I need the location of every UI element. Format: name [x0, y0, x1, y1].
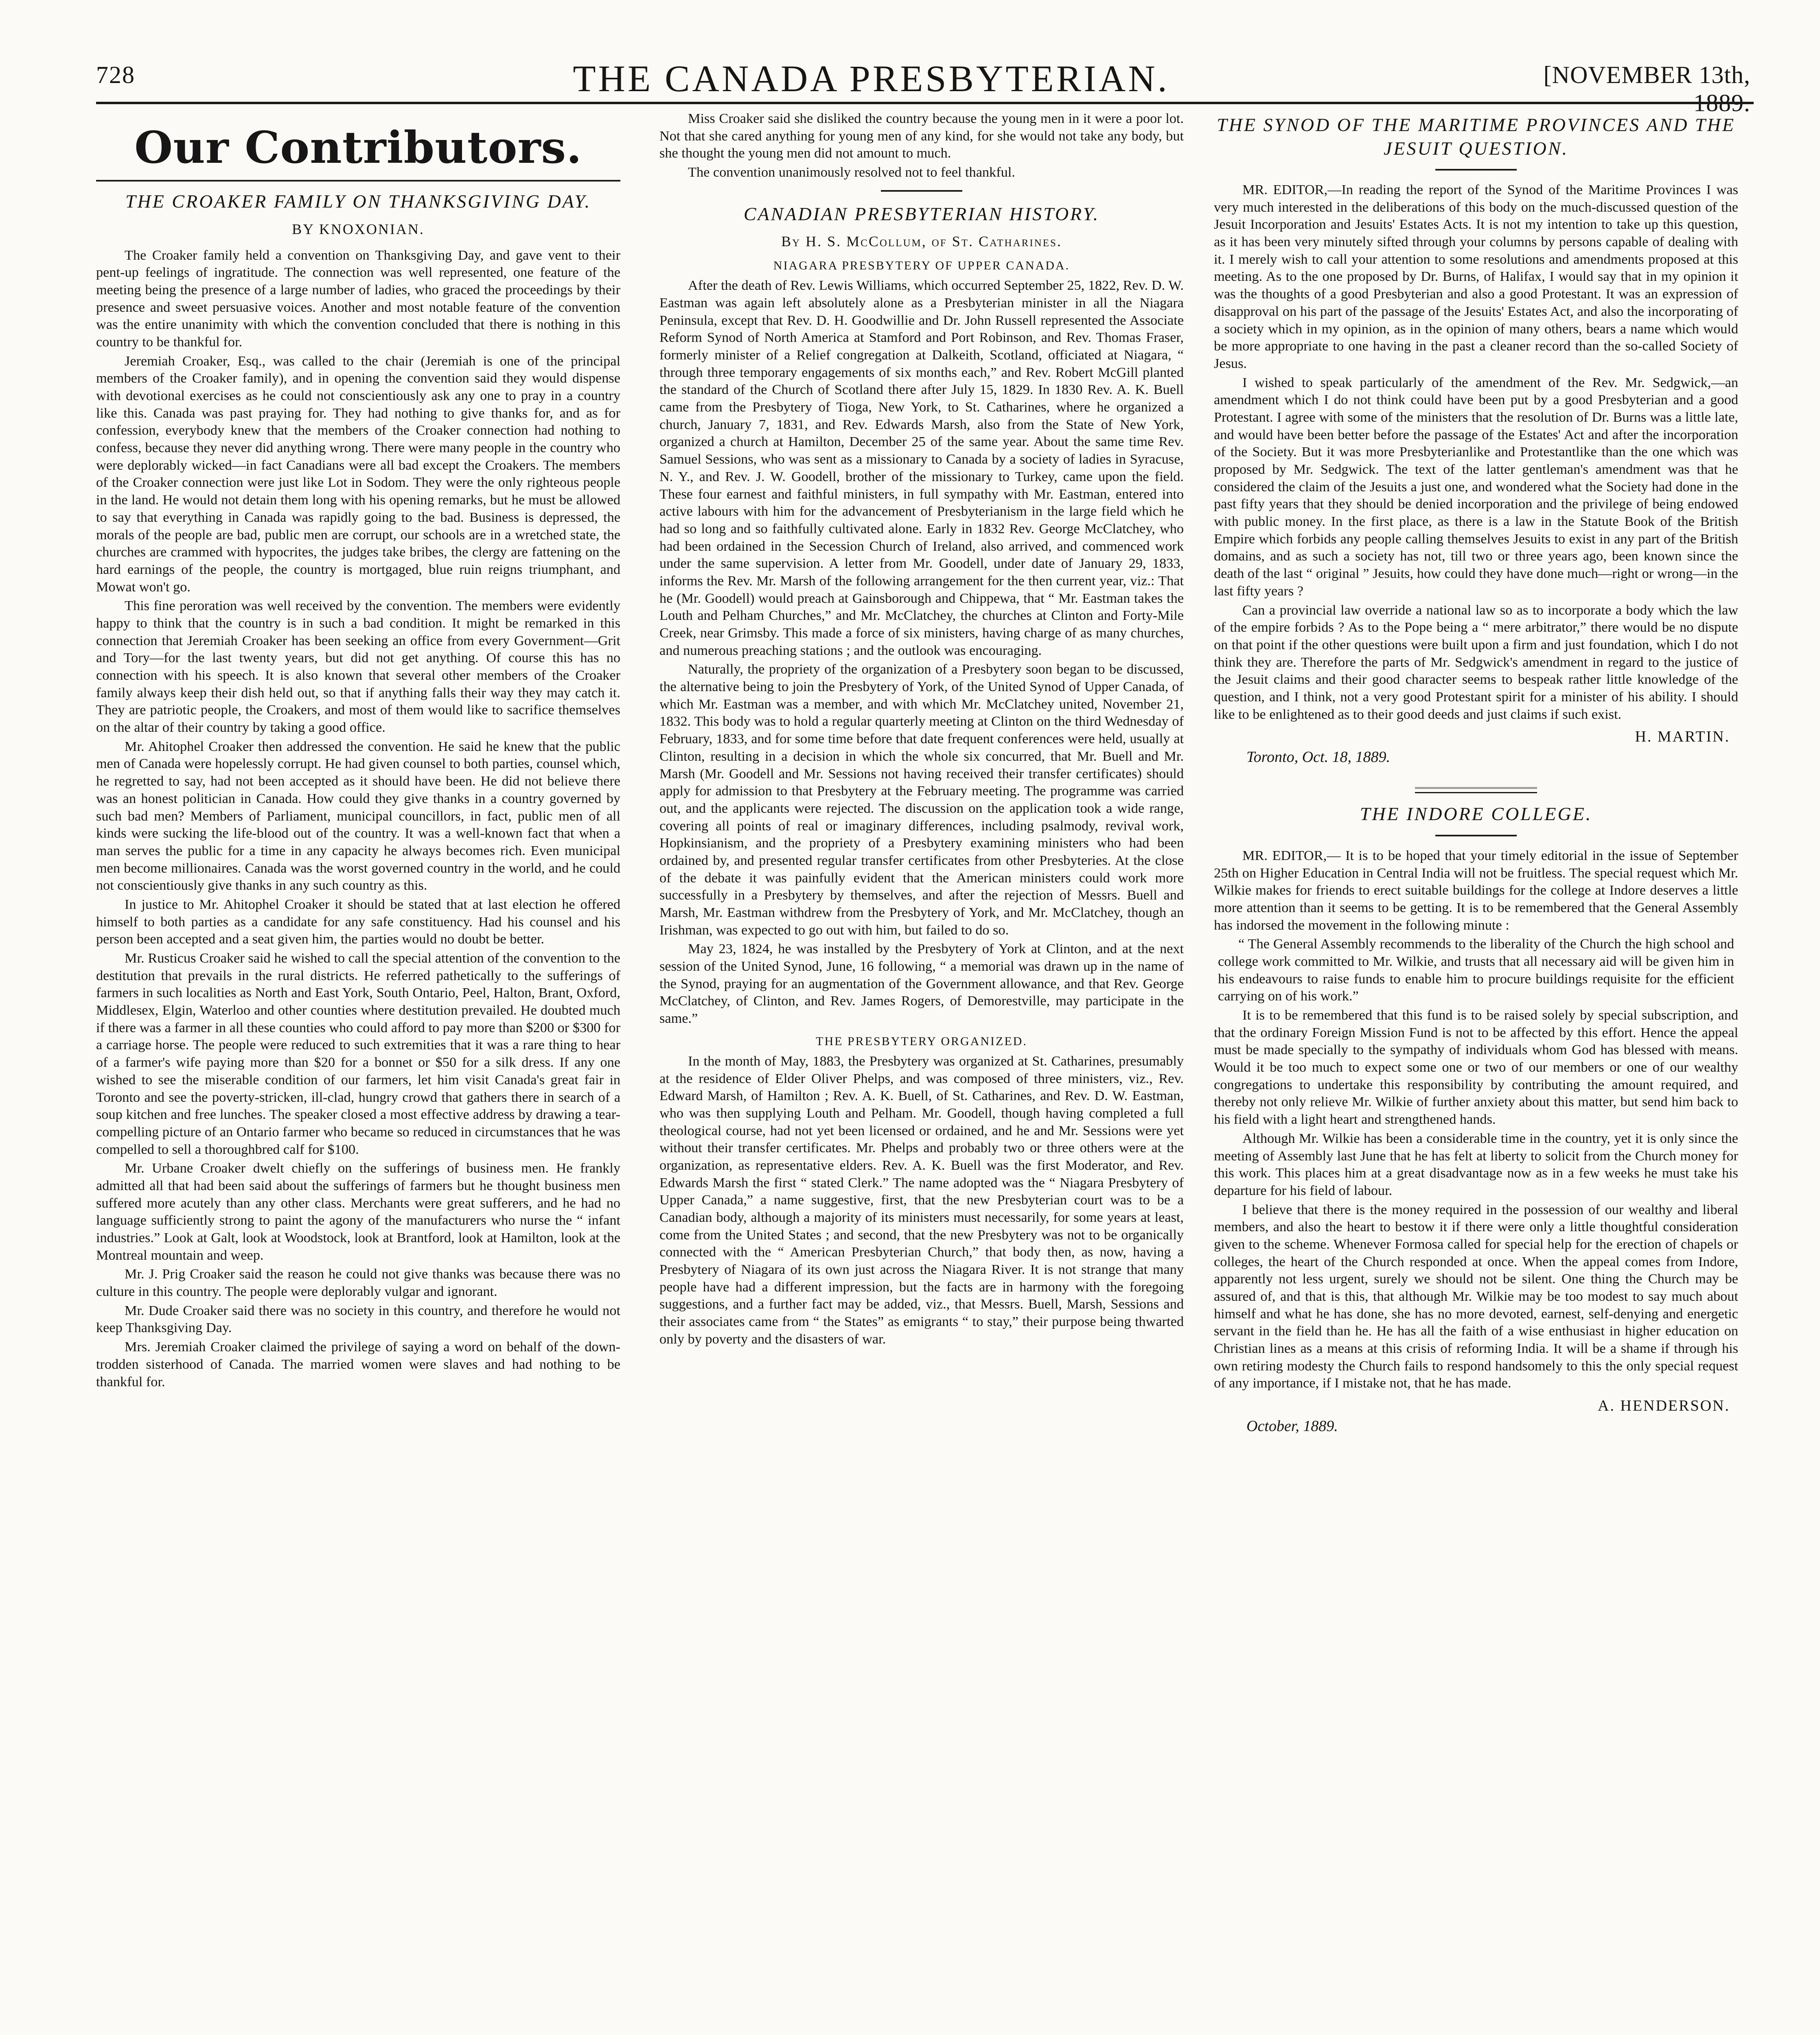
paragraph: Mr. Dude Croaker said there was no society in this country, and therefore he would not keep Thanksgiving Day. [96, 1302, 620, 1336]
article-byline-croaker: BY KNOXONIAN. [292, 221, 425, 237]
paragraph: Mr. J. Prig Croaker said the reason he could not give thanks was because there was no culture in this country. The people were deplorably vulgar and ignorant. [96, 1266, 620, 1300]
page-number: 728 [96, 61, 135, 88]
paragraph: Mr. Rusticus Croaker said he wished to call the special attention of the convention to the destitution that prevails in the rural districts. He referred pathetically to the sufferings of farmers in such localities as North and East York, South Ontario, Peel, Halton, Brant, Oxford, Middlesex, Elgin, Waterloo and other counties where destitution prevailed. He doubted much if there was a farmer in all these counties who could afford to pay more than $200 or $300 for a carriage horse. The people were reduced to such extremities that it was a rare thing to hear of a farmer's wife paying more than $20 for a bonnet or $50 for a silk dress. If any one wished to see the miserable condition of our farmers, let him visit Canada's great fair in Toronto and see the poverty-stricken, ill-clad, hungry crowd that gathers there in search of a soup kitchen and free lunches. The speaker closed a most effective address by drawing a tear-compelling picture of an Ontario farmer who became so reduced in circumstances that he was compelled to sell a thoroughbred calf for $100. [96, 950, 620, 1157]
article-title-synod: THE SYNOD OF THE MARITIME PROVINCES AND THE JESUIT QUESTION. [1217, 114, 1735, 159]
column-3 [1214, 110, 1738, 2035]
paragraph: Mr. Urbane Croaker dwelt chiefly on the sufferings of business men. He frankly admitted all that had been said about the sufferings of farmers but he thought business men suffered more acutely than any other class. Merchants were great sufferers, and he had no language sufficiently strong to paint the agony of the manufacturers who nurse the “ infant industries.” Look at Galt, look at Woodstock, look at Brantford, look at Hamilton, look at the Montreal mountain and weep. [96, 1160, 620, 1263]
paragraph: After the death of Rev. Lewis Williams, which occurred September 25, 1822, Rev. D. W. Eastman was again left absolutely alone as a Presbyterian minister in all the Niagara Peninsula, except that Rev. D. H. Goodwillie and Dr. John Russell represented the Associate Reform Synod of North America at Stamford and Port Robinson, and Rev. Thomas Fraser, formerly minister of a Relief congregation at Dalkeith, Scotland, officiated at Niagara, “ through three temporary engagements of six months each,” and Rev. Robert McGill planted the standard of the Church of Scotland there after July 15, 1829. In 1830 Rev. A. K. Buell came from the Presbytery of Tioga, New York, to St. Catharines, where he organized a church, January 7, 1831, and Rev. Edwards Marsh, also from the State of New York, organized a church at Hamilton, December 25 of the same year. About the same time Rev. Samuel Sessions, who was sent as a missionary to Canada by a society of ladies in Syracuse, N. Y., and Rev. J. W. Goodell, brother of the missionary to Turkey, came upon the field. These four earnest and faithful ministers, in full sympathy with Mr. Eastman, entered into active labours with him for the advancement of Presbyterianism in the large field which he had so long and so faithfully cultivated alone. Early in 1832 Rev. George McClatchey, who had been ordained in the Secession Church of Ireland, also arrived, and commenced work under the same supervision. A letter from Mr. Goodell, under date of January 29, 1833, informs the Rev. Mr. Marsh of the following arrangement for the then current year, viz.: That he (Mr. Goodell) would preach at Gainsborough and Chippewa, that “ Mr. Eastman takes the Louth and Pelham Churches,” and Mr. McClatchey, the churches at Clinton and Forty-Mile Creek, near Grimsby. This made a force of six ministers, having charge of as many churches, and numerous preaching stations ; and the outlook was encouraging. [659, 278, 1184, 658]
journal-title: THE CANADA PRESBYTERIAN. [573, 58, 1170, 99]
signature-martin: H. MARTIN. [1635, 728, 1730, 746]
paragraph: MR. EDITOR,—In reading the report of the Synod of the Maritime Provinces I was very much interested in the deliberations of this body on the much-discussed question of the Jesuit Incorporation and Jesuits' Estates Acts. It is not my intention to take up this question, as it has been very minutely sifted through your columns by persons capable of dealing with it. I merely wish to call your attention to some resolutions and amendments proposed at this meeting. As to the one proposed by Dr. Burns, of Halifax, I would say that in my opinion it was the thoughts of a good Presbyterian and also a good Protestant. It was an expression of disapproval on his part of the passage of the Jesuits' Estates Act, and also the incorporating of a society which in my opinion, as in the opinion of many others, bears a name which would be more appropriate to one having in the past a cleaner record than the so-called Society of Jesus. [1214, 182, 1738, 371]
article-divider-double [1415, 787, 1537, 793]
paragraph: Can a provincial law override a national law so as to incorporate a body which the law of the empire forbids ? As to the Pope being a “ mere arbitrator,” there would be no dispute on that point if the other questions were built upon a firm and just foundation, which I do not think they are. Therefore the parts of Mr. Sedgwick's amendment in regard to the justice of the Jesuit claims and their good character seems to bespeak rather little knowledge of the question, and I think, not a very good Protestant spirit for a minister of his ability. I should like to be enlightened as to their good deeds and just claims if such exist. [1214, 602, 1738, 722]
paragraph: This fine peroration was well received by the convention. The members were evidently happy to think that the country is in such a bad condition. It might be remarked in this connection that Jeremiah Croaker has been seeking an office from every Government—Grit and Tory—for the last twenty years, but did not get anything. Of course this has no connection with his speech. It is also known that several other members of the Croaker family always keep their dish held out, so that if anything falls their way they may catch it. They are patriotic people, the Croakers, and most of them would like to sacrifice themselves on the altar of their country by taking a good office. [96, 598, 620, 735]
paragraph: Naturally, the propriety of the organization of a Presbytery soon began to be discussed, the alternative being to join the Presbytery of York, of the United Synod of Upper Canada, of which Mr. Eastman was a member, and with which Mr. McClatchey united, November 21, 1832. This body was to hold a regular quarterly meeting at Clinton on the third Wednesday of February, 1833, and for some time before that date frequent conferences were held, usually at Clinton, resulting in a decision in which the whole six concurred, that Mr. Buell and Mr. Marsh (Mr. Goodell and Mr. Sessions not having received their transfer certificates) should apply for admission to that Presbytery at the February meeting. The programme was carried out, and the applicants were rejected. The discussion on the application took a wide range, covering all points of real or imaginary differences, including psalmody, revival work, Hopkinsianism, and the propriety of a Presbytery examining ministers who had been ordained by, and presented regular transfer certificates from other Presbyteries. At the close of the debate it was painfully evident that the American ministers could work more successfully in a Presbytery by themselves, and after the rejection of Messrs. Buell and Marsh, Mr. Eastman withdrew from the Presbytery of York, and Mr. McClatchey, though an Irishman, was expected to go out with him, but failed to do so. [659, 661, 1184, 938]
article-title-croaker: THE CROAKER FAMILY ON THANKSGIVING DAY. [125, 191, 591, 212]
paragraph: Mr. Ahitophel Croaker then addressed the convention. He said he knew that the public men of Canada were hopelessly corrupt. He had given counsel to both parties, counsel which, he regretted to say, had not been accepted as it should have been. He did not believe there was an honest politician in Canada. How could they give thanks in a country governed by such bad men? Members of Parliament, municipal councillors, in fact, public men of all kinds were sucking the life-blood out of the country. It was a well-known fact that when a man serves the public for a time in any capacity he always becomes rich. Even municipal men become millionaires. Canada was the worst governed country in the world, and he could not conscientiously give thanks in any such country as this. [96, 738, 620, 893]
column-2 [659, 110, 1184, 2035]
dateline-martin: Toronto, Oct. 18, 1889. [1246, 748, 1390, 766]
paragraph: Although Mr. Wilkie has been a considerable time in the country, yet it is only since the meeting of Assembly last June that he has felt at liberty to solicit from the Church money for this work. This places him at a great disadvantage now as in a few weeks he must take his departure for his field of labour. [1214, 1130, 1738, 1198]
paragraph: The Croaker family held a convention on Thanksgiving Day, and gave vent to their pent-up feelings of ingratitude. The connection was well represented, one feature of the meeting being the presence of a large number of ladies, who graced the proceedings by their presence and sweet persuasive voices. Another and most notable feature of the convention was the entire unanimity with which the convention concluded that there is nothing in this country to be thankful for. [96, 247, 620, 350]
header-rule [96, 102, 1754, 104]
article-divider [1435, 169, 1517, 171]
paragraph: Jeremiah Croaker, Esq., was called to the chair (Jeremiah is one of the principal members of the Croaker family), and in opening the convention said they would dispense with devotional exercises as he could not conscientiously ask any one to pray in a country like this. Canada was past praying for. They had nothing to give thanks for, and as for confession, everybody knew that the members of the Croaker connection had nothing to confess, because they never did anything wrong. There were many people in the country who were deplorably wicked—in fact Canadians were all bad except the Croakers. The members of the Croaker connection were just like Lot in Sodom. They were the only righteous people in the land. He would not detain them long with his opening remarks, but he must be allowed to say that everything in Canada was rapidly going to the bad. Business is depressed, the morals of the people are bad, public men are corrupt, our schools are in a wretched state, the churches are crammed with hypocrites, the judges take bribes, the clergy are fattening on the hard earnings of the people, the country is mortgaged, blue ruin reigns triumphant, and Mowat won't go. [96, 353, 620, 595]
paragraph: I wished to speak particularly of the amendment of the Rev. Mr. Sedgwick,—an amendment which I do not think could have been put by a good Presbyterian and a good Protestant. I agree with some of the ministers that the resolution of Dr. Burns was a little late, and would have been better before the passage of the Estates' Act and after the incorporation of the Society. But it was more Presbyterianlike and Protestantlike than the one which was proposed by Mr. Sedgwick. The text of the latter gentleman's amendment was that he considered the claim of the Jesuits a just one, and wondered what the Society had done in the past fifty years that they should be denied incorporation and the privilege of being endowed with public money. In the first place, as there is a law in the Statute Book of the British Empire which forbids any people calling themselves Jesuits to exist in any part of the British domains, and as such a society has not, till two or three years ago, been known since the death of the last “ original ” Jesuits, how could they have done much—right or wrong—in the last fifty years ? [1214, 374, 1738, 599]
paragraph: In justice to Mr. Ahitophel Croaker it should be stated that at last election he offered himself to both parties as a candidate for any safe constituency. Had his counsel and his person been accepted and a seat given him, the parties would no doubt be better. [96, 896, 620, 947]
dateline-henderson: October, 1889. [1246, 1418, 1338, 1435]
article-divider [1435, 835, 1517, 836]
issue-date: [NOVEMBER 13th, 1889. [1543, 61, 1750, 116]
paragraph: Mrs. Jeremiah Croaker claimed the privilege of saying a word on behalf of the down-trodden sisterhood of Canada. The married women were slaves and had nothing to be thankful for. [96, 1339, 620, 1389]
paragraph: It is to be remembered that this fund is to be raised solely by special subscription, and that the ordinary Foreign Mission Fund is not to be affected by this effort. Hence the appeal must be made specially to the sympathy of individuals whom God has blessed with means. Would it be too much to expect some one or two of our members or one of our wealthy congregations to undertake this responsibility by contributing the amount required, and thereby not only relieve Mr. Wilkie of further anxiety about this matter, but send him back to his field with a light heart and strengthened hands. [1214, 1007, 1738, 1127]
paragraph: The convention unanimously resolved not to feel thankful. [688, 164, 1015, 180]
section-heading: Our Contributors. [134, 122, 582, 173]
signature-henderson: A. HENDERSON. [1597, 1397, 1730, 1415]
paragraph: MR. EDITOR,— It is to be hoped that your timely editorial in the issue of September 25th on Higher Education in Central India will not be fruitless. The special request which Mr. Wilkie makes for friends to erect suitable buildings for the college at Indore deserves a little more attention than it seems to be getting. It is to be remembered that the General Assembly has indorsed the movement in the following minute : [1214, 847, 1738, 933]
article-title-history: CANADIAN PRESBYTERIAN HISTORY. [743, 203, 1100, 224]
article-title-indore: THE INDORE COLLEGE. [1360, 803, 1592, 825]
subheading-niagara: NIAGARA PRESBYTERY OF UPPER CANADA. [773, 259, 1070, 273]
column-1 [96, 110, 620, 2035]
paragraph: Miss Croaker said she disliked the country because the young men in it were a poor lot. Not that she cared anything for young men of any kind, for she would not take any body, but she thought the young men did not amount to much. [659, 111, 1184, 161]
paragraph: May 23, 1824, he was installed by the Presbytery of York at Clinton, and at the next session of the United Synod, June, 16 following, “ a memorial was drawn up in the name of the Synod, praying for an augmentation of the Government allowance, and that Rev. George McClatchey, of Clinton, and Rev. James Rogers, of Demorestville, may participate in the same.” [659, 941, 1184, 1026]
quoted-minute: “ The General Assembly recommends to the liberality of the Church the high school and college work committed to Mr. Wilkie, and trusts that all necessary aid will be given him in his endeavours to raise funds to enable him to procure buildings requisite for the efficient carrying on of his work.” [1218, 936, 1734, 1004]
paragraph: I believe that there is the money required in the possession of our wealthy and liberal members, and also the heart to bestow it if there were only a little thoughtful consideration given to the scheme. Whenever Formosa called for special help for the erection of chapels or colleges, the heart of the Church responded at once. When the appeal comes from Indore, apparently not less urgent, surely we should not be silent. One thing the Church may be assured of, and that is this, that although Mr. Wilkie may be too modest to say much about himself and what he has done, she has no more devoted, earnest, self-denying and energetic servant in the field than he. He has all the faith of a wise enthusiast in higher education on Christian lines as a means at this crisis of reforming India. It will be a shame if through his own retiring modesty the Church fails to respond handsomely to this the only special request of any importance, if I mistake not, that he has made. [1214, 1201, 1738, 1391]
article-divider [881, 190, 962, 192]
section-rule [96, 180, 620, 182]
article-byline-history: By H. S. McCollum, of St. Catharines. [781, 233, 1062, 250]
paragraph: In the month of May, 1883, the Presbytery was organized at St. Catharines, presumably at the residence of Elder Oliver Phelps, and was composed of three ministers, viz., Rev. Edward Marsh, of Hamilton ; Rev. A. K. Buell, of St. Catharines, and Rev. D. W. Eastman, who was then supplying Louth and Pelham. Mr. Goodell, though having completed a full theological course, had not yet been licensed or ordained, and he and Mr. Sessions were yet without their transfer certificates. Mr. Phelps and probably two or three others were at the organization, as representative elders. Rev. A. K. Buell was the first Moderator, and Rev. Edwards Marsh the first “ stated Clerk.” The name adopted was the “ Niagara Presbytery of Upper Canada,” a name suggestive, first, that the new Presbyterian court was to be a Canadian body, although a majority of its ministers must necessarily, for some years at least, come from the United States ; and second, that the new Presbytery was not to be organically connected with the “ American Presbyterian Church,” that body then, as now, having a Presbytery of Niagara of its own just across the Niagara River. It is not strange that many people have had a different impression, but the facts are in harmony with the foregoing suggestions, and a further fact may be added, viz., that Messrs. Buell, Marsh, Sessions and their associates came from “ the States” as emigrants “ to stay,” their purpose being thwarted only by poverty and the disasters of war. [659, 1053, 1184, 1347]
subheading-organized: THE PRESBYTERY ORGANIZED. [816, 1034, 1027, 1048]
